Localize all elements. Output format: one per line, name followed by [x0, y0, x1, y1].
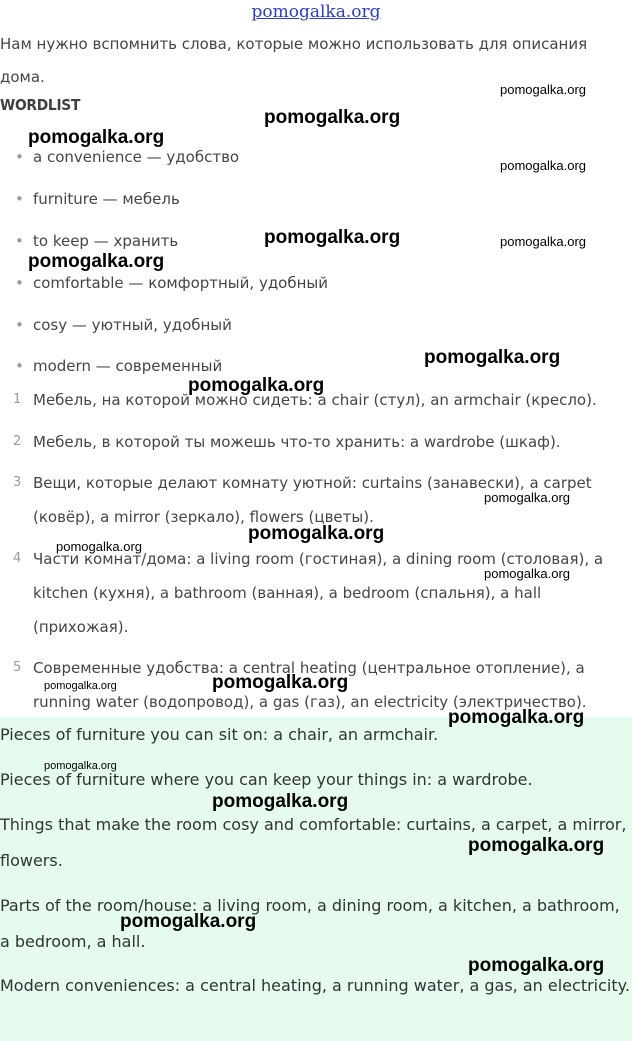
- watermark: pomogalka.org: [500, 158, 586, 173]
- watermark: pomogalka.org: [212, 791, 349, 812]
- numbered-item: 1 Мебель, на которой можно сидеть: a chair (стул), an armchair (кресло).: [13, 391, 597, 409]
- watermark: pomogalka.org: [468, 835, 605, 856]
- watermark: pomogalka.org: [484, 566, 570, 581]
- watermark: pomogalka.org: [188, 375, 325, 396]
- bullet-icon: •: [15, 190, 24, 208]
- answer-item: Pieces of furniture you can sit on: a chair, an armchair.: [0, 725, 439, 744]
- watermark: pomogalka.org: [120, 911, 257, 932]
- watermark: pomogalka.org: [44, 760, 117, 772]
- bullet-icon: •: [15, 316, 24, 334]
- watermark: pomogalka.org: [212, 672, 349, 693]
- numbered-item: 4 Части комнат/дома: a living room (гостиная), a dining room (столовая), a kitchen (кухня), a bathroom (ванная), a bedroom (спальня), a hall (прихожая).: [13, 550, 604, 636]
- bullet-icon: •: [15, 232, 24, 250]
- watermark: pomogalka.org: [500, 234, 586, 249]
- numbered-item: 3 Вещи, которые делают комнату уютной: curtains (занавески), a carpet (ковёр), a mirror (зеркало), flowers (цветы).: [13, 474, 592, 526]
- watermark: pomogalka.org: [264, 227, 401, 248]
- answer-item: Pieces of furniture where you can keep your things in: a wardrobe.: [0, 770, 533, 789]
- watermark: pomogalka.org: [28, 251, 165, 272]
- watermark: pomogalka.org: [424, 347, 561, 368]
- watermark: pomogalka.org: [448, 707, 585, 728]
- wordlist-title: WORDLIST: [0, 96, 81, 114]
- watermark: pomogalka.org: [484, 490, 570, 505]
- numbered-item: 5 Современные удобства: a central heating (центральное отопление), a running water (водопровод), a gas (газ), an electricity (электричество).: [13, 659, 587, 711]
- watermark: pomogalka.org: [500, 82, 586, 97]
- bullet-icon: •: [15, 357, 24, 375]
- numbered-item: 2 Мебель, в которой ты можешь что-то хранить: a wardrobe (шкаф).: [13, 433, 561, 451]
- answer-item: Parts of the room/house: a living room, a dining room, a kitchen, a bathroom, a bedroom, a hall.: [0, 896, 620, 951]
- watermark: pomogalka.org: [28, 127, 165, 148]
- answer-item: Modern conveniences: a central heating, a running water, a gas, an electricity.: [0, 976, 630, 995]
- watermark: pomogalka.org: [264, 107, 401, 128]
- site-header-link[interactable]: pomogalka.org: [251, 2, 381, 22]
- watermark: pomogalka.org: [56, 539, 142, 554]
- watermark: pomogalka.org: [44, 680, 117, 692]
- watermark: pomogalka.org: [248, 523, 385, 544]
- bullet-icon: •: [15, 274, 24, 292]
- intro-text: Нам нужно вспомнить слова, которые можно использовать для описания дома.: [0, 35, 588, 86]
- bullet-icon: •: [15, 148, 24, 166]
- watermark: pomogalka.org: [468, 955, 605, 976]
- answer-item: Things that make the room cosy and comfortable: curtains, a carpet, a mirror, flowers.: [0, 815, 627, 870]
